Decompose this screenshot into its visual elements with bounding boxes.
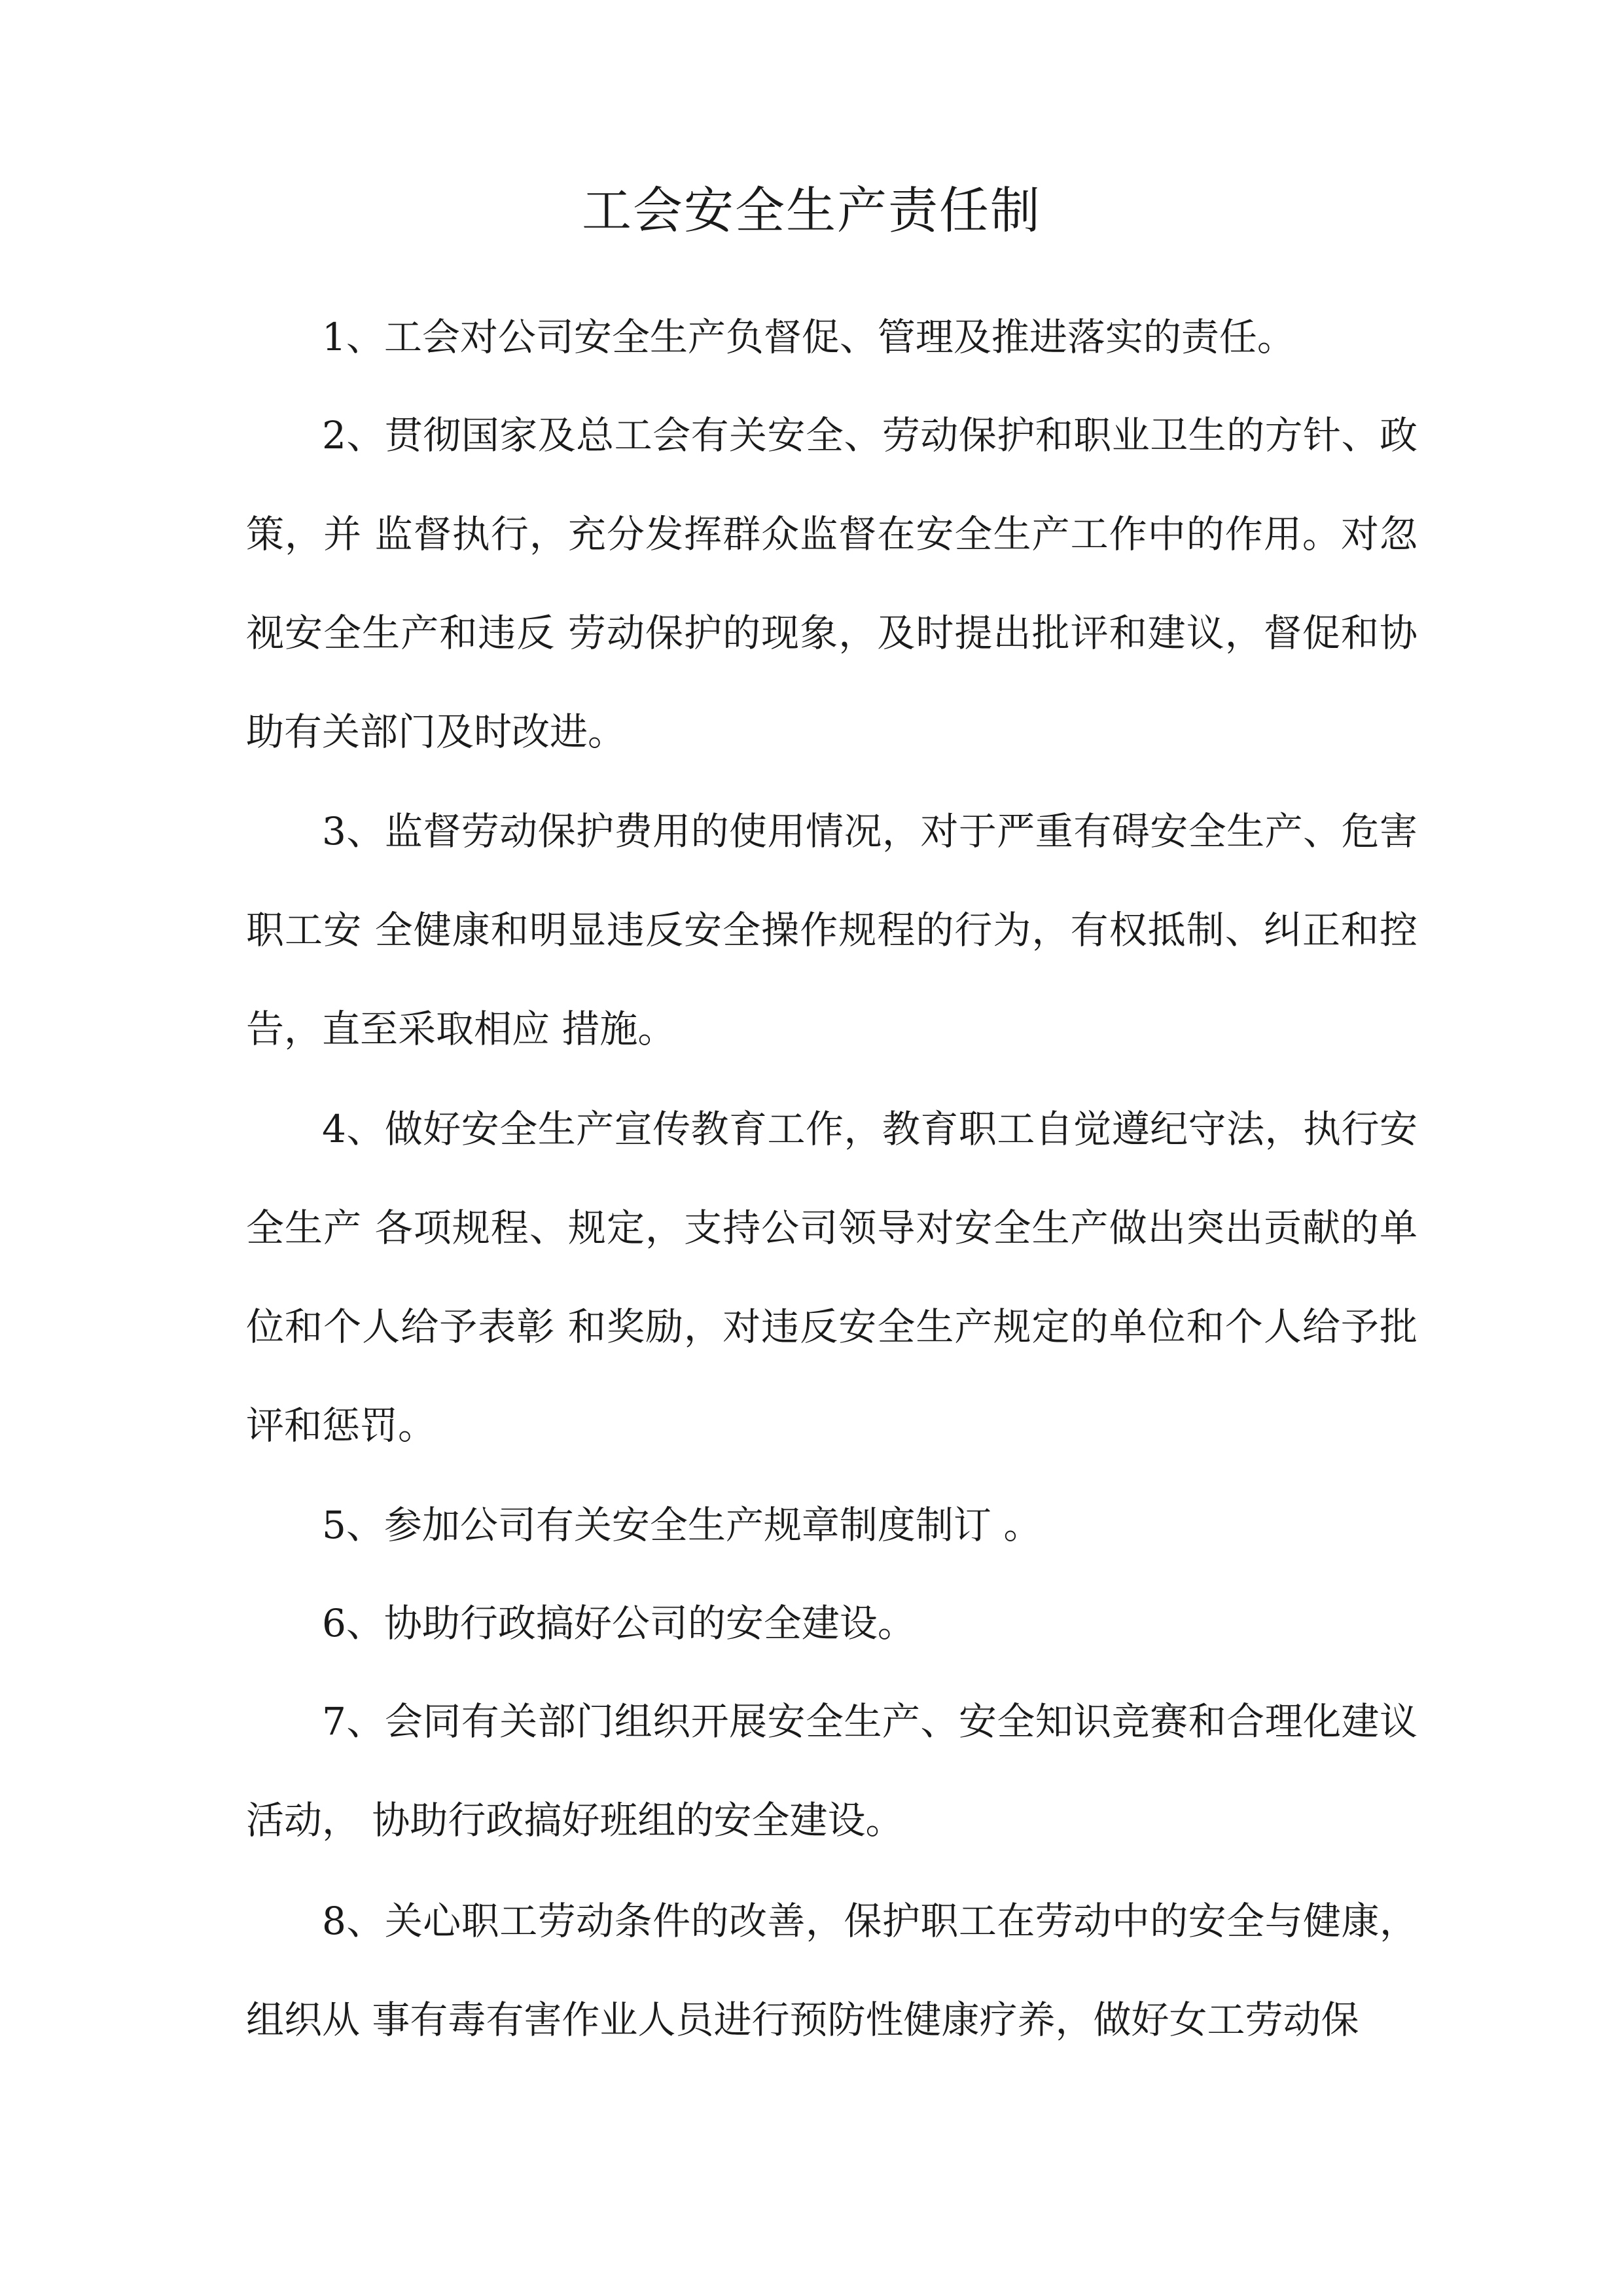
clause-7: 7、会同有关部门组织开展安全生产、安全知识竞赛和合理化建议活动， 协助行政搞好班组的安全建设。 [246,1699,1418,1842]
clause-4: 4、做好安全生产宣传教育工作，教育职工自觉遵纪守法，执行安全生产 各项规程、规定，支持公司领导对安全生产做出突出贡献的单位和个人给予表彰 和奖励，对违反安全生产规定的单位和个人给予批评和惩罚。 [246,1107,1418,1448]
clause-5: 5、参加公司有关安全生产规章制度制订 。 [322,1503,1042,1547]
clause-3: 3、监督劳动保护费用的使用情况，对于严重有碍安全生产、危害职工安 全健康和明显违反安全操作规程的行为，有权抵制、纠正和控告，直至采取相应 措施。 [246,809,1418,1051]
clause-8: 8、关心职工劳动条件的改善，保护职工在劳动中的安全与健康，组织从 事有毒有害作业人员进行预防性健康疗养，做好女工劳动保 [246,1899,1418,2042]
clause-2: 2、贯彻国家及总工会有关安全、劳动保护和职业卫生的方针、政策，并 监督执行，充分发挥群众监督在安全生产工作中的作用。对忽视安全生产和违反 劳动保护的现象，及时提出批评和建议，督促和协助有关部门及时改进。 [246,413,1418,754]
document-title: 工会安全生产责任制 [582,181,1041,240]
clause-6: 6、协助行政搞好公司的安全建设。 [322,1601,916,1645]
clause-1: 1、工会对公司安全生产负督促、管理及推进落实的责任。 [322,315,1295,359]
